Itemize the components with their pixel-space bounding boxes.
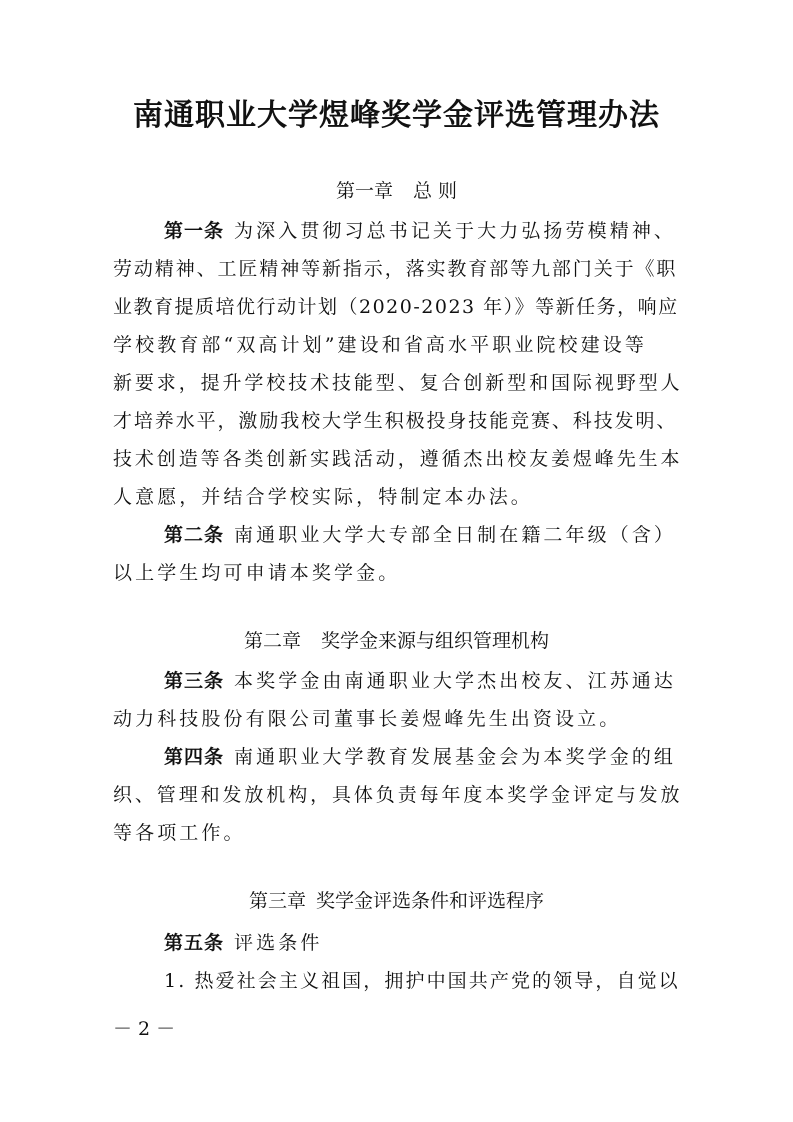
chapter-3-name: 奖学金评选条件和评选程序 [316,890,545,912]
article-1-line-8: 人意愿，并结合学校实际，特制定本办法。 [113,486,533,508]
chapter-3-heading [0,886,793,916]
chapter-2-number: 第二章 [243,630,301,652]
chapter-1-name: 总 则 [412,180,458,202]
article-1-line-4: 学校教育部“双高计划”建设和省高水平职业院校建设等 [113,334,647,356]
chapter-1-number: 第一章 [335,180,393,202]
article-3 [113,662,681,738]
article-4-label: 第四条 [164,746,225,768]
article-2-line-1: 第二条 南通职业大学大专部全日制在籍二年级（含） [164,524,677,546]
article-1-label: 第一条 [164,220,225,242]
article-1-line-7: 技术创造等各类创新实践活动，遵循杰出校友姜煜峰先生本 [113,448,683,470]
page-number: － 2 － [113,1018,176,1040]
chapter-3-number: 第三章 [248,890,306,912]
article-1-line-2: 劳动精神、工匠精神等新指示，落实教育部等九部门关于《职 [113,258,678,280]
article-4-line-2: 织、管理和发放机构，具体负责每年度本奖学金评定与发放 [113,784,683,806]
article-2-line-2: 以上学生均可申请本奖学金。 [113,562,401,584]
article-4-line-1: 第四条 南通职业大学教育发展基金会为本奖学金的组 [164,746,677,768]
article-1 [113,212,681,516]
article-4 [113,738,681,852]
article-5-label: 第五条 [164,932,225,954]
chapter-1-heading [0,176,793,206]
article-1-line-3: 业教育提质培优行动计划（2020-2023 年）》等新任务，响应 [113,296,679,318]
article-5-line-1: 第五条 评选条件 [164,932,323,954]
article-1-line-6: 才培养水平，激励我校大学生积极投身技能竞赛、科技发明、 [113,410,678,432]
article-2-label: 第二条 [164,524,225,546]
article-4-line-3: 等各项工作。 [113,822,246,844]
article-3-label: 第三条 [164,670,225,692]
chapter-2-heading [0,626,793,656]
article-1-line-1: 第一条 为深入贯彻习总书记关于大力弘扬劳模精神、 [164,220,677,242]
article-3-line-1: 第三条 本奖学金由南通职业大学杰出校友、江苏通达 [164,670,677,692]
article-3-line-2: 动力科技股份有限公司董事长姜煜峰先生出资设立。 [113,708,622,730]
document-title: 南通职业大学煜峰奖学金评选管理办法 [133,98,660,133]
article-1-line-5: 新要求，提升学校技术技能型、复合创新型和国际视野型人 [113,372,683,394]
article-2 [113,516,681,592]
article-5-line-2: 1. 热爱社会主义祖国，拥护中国共产党的领导，自觉以 [164,970,680,992]
article-5 [113,924,681,1000]
chapter-2-name: 奖学金来源与组织管理机构 [321,630,550,652]
